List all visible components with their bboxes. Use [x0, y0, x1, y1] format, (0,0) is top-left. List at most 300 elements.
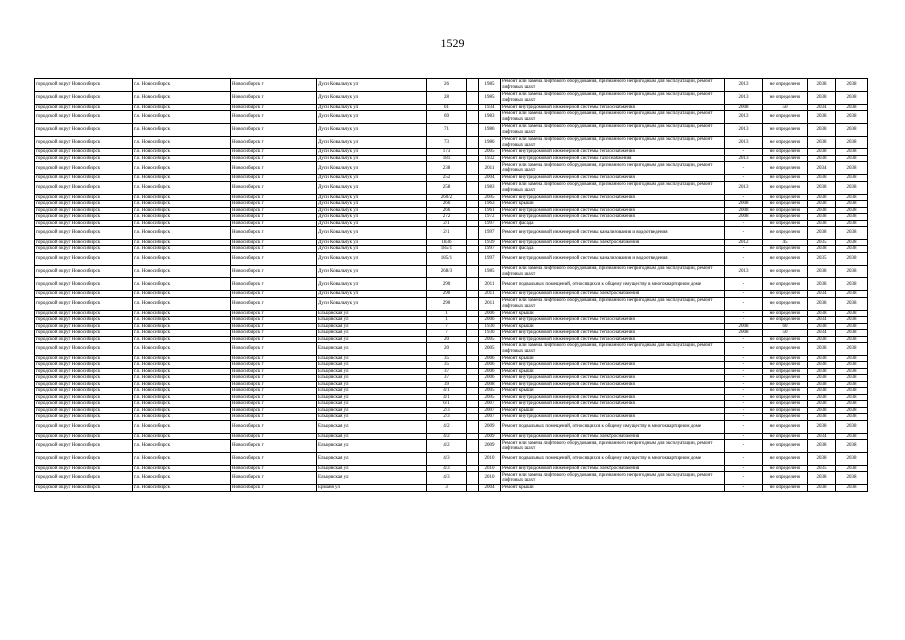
- municipality-cell: городской округ Новосибирск: [35, 149, 133, 156]
- building-cell: [467, 136, 479, 149]
- table-row: [35, 91, 868, 104]
- work-type-cell: Ремонт внутридомовой инженерной системы теплоснабжения: [501, 104, 725, 111]
- building-cell: [467, 278, 479, 291]
- house-number-cell: 26: [427, 79, 467, 92]
- building-cell: [467, 440, 479, 453]
- city-cell: Новосибирск г: [231, 414, 317, 421]
- plan-year-cell: 2038: [808, 246, 836, 253]
- end-year-cell: 2038: [836, 181, 868, 194]
- end-year-cell: 2038: [836, 136, 868, 149]
- city-cell: Новосибирск г: [231, 181, 317, 194]
- district-cell: г.о. Новосибирск: [133, 407, 231, 414]
- table-row: [35, 79, 868, 92]
- house-number-cell: 20: [427, 343, 467, 356]
- city-cell: Новосибирск г: [231, 336, 317, 343]
- district-cell: г.о. Новосибирск: [133, 368, 231, 375]
- wear-cell: не определено: [763, 291, 808, 298]
- house-number-cell: 37: [427, 375, 467, 382]
- year-cell: 1932: [479, 155, 501, 162]
- end-year-cell: 2038: [836, 214, 868, 221]
- year-cell: 1986: [479, 123, 501, 136]
- work-type-cell: Ремонт или замена лифтового оборудования, признанного непригодным для эксплуатации, ремонт лифтовых шахт: [501, 136, 725, 149]
- last-repair-year-cell: -: [725, 246, 763, 253]
- wear-cell: 50: [763, 330, 808, 337]
- house-number-cell: 185/1: [427, 252, 467, 265]
- district-cell: г.о. Новосибирск: [133, 111, 231, 124]
- wear-cell: 45: [763, 239, 808, 246]
- table-row: [35, 227, 868, 240]
- work-type-cell: Ремонт внутридомовой инженерной системы канализования и водоотведения: [501, 227, 725, 240]
- work-type-cell: Ремонт внутридомовой инженерной системы электроснабжения: [501, 291, 725, 298]
- municipality-cell: городской округ Новосибирск: [35, 252, 133, 265]
- work-type-cell: Ремонт или замена лифтового оборудования, признанного непригодным для эксплуатации, ремонт лифтовых шахт: [501, 265, 725, 278]
- municipality-cell: городской округ Новосибирск: [35, 220, 133, 227]
- work-type-cell: Ремонт внутридомовой инженерной системы теплоснабжения: [501, 336, 725, 343]
- municipality-cell: городской округ Новосибирск: [35, 278, 133, 291]
- street-cell: Ельцовская ул: [317, 472, 427, 485]
- table-row: [35, 181, 868, 194]
- table-row: [35, 136, 868, 149]
- work-type-cell: Ремонт внутридомовой инженерной системы теплоснабжения: [501, 330, 725, 337]
- city-cell: Новосибирск г: [231, 323, 317, 330]
- wear-cell: не определено: [763, 394, 808, 401]
- municipality-cell: городской округ Новосибирск: [35, 414, 133, 421]
- house-number-cell: 185/1: [427, 246, 467, 253]
- municipality-cell: городской округ Новосибирск: [35, 239, 133, 246]
- year-cell: 1985: [479, 265, 501, 278]
- city-cell: Новосибирск г: [231, 201, 317, 208]
- wear-cell: не определено: [763, 181, 808, 194]
- street-cell: Ельцовская ул: [317, 420, 427, 433]
- end-year-cell: 2038: [836, 111, 868, 124]
- end-year-cell: 2038: [836, 452, 868, 465]
- wear-cell: не определено: [763, 485, 808, 492]
- year-cell: 1997: [479, 246, 501, 253]
- city-cell: Новосибирск г: [231, 394, 317, 401]
- street-cell: Дуси Ковальчук ул: [317, 181, 427, 194]
- municipality-cell: городской округ Новосибирск: [35, 336, 133, 343]
- year-cell: 1983: [479, 181, 501, 194]
- street-cell: Дуси Ковальчук ул: [317, 91, 427, 104]
- city-cell: Новосибирск г: [231, 368, 317, 375]
- municipality-cell: городской округ Новосибирск: [35, 368, 133, 375]
- plan-year-cell: 2038: [808, 401, 836, 408]
- municipality-cell: городской округ Новосибирск: [35, 485, 133, 492]
- table-row: [35, 452, 868, 465]
- building-cell: [467, 452, 479, 465]
- district-cell: г.о. Новосибирск: [133, 336, 231, 343]
- municipality-cell: городской округ Новосибирск: [35, 420, 133, 433]
- wear-cell: не определено: [763, 79, 808, 92]
- house-number-cell: 268/3: [427, 265, 467, 278]
- city-cell: Новосибирск г: [231, 381, 317, 388]
- work-type-cell: Ремонт внутридомовой инженерной системы теплоснабжения: [501, 207, 725, 214]
- wear-cell: не определено: [763, 401, 808, 408]
- work-type-cell: Ремонт или замена лифтового оборудования, признанного непригодным для эксплуатации, ремонт лифтовых шахт: [501, 91, 725, 104]
- year-cell: 2011: [479, 291, 501, 298]
- wear-cell: не определено: [763, 452, 808, 465]
- end-year-cell: 2038: [836, 252, 868, 265]
- district-cell: г.о. Новосибирск: [133, 265, 231, 278]
- year-cell: 1972: [479, 214, 501, 221]
- municipality-cell: городской округ Новосибирск: [35, 388, 133, 395]
- work-type-cell: Ремонт внутридомовой инженерной системы теплоснабжения: [501, 149, 725, 156]
- end-year-cell: 2038: [836, 265, 868, 278]
- last-repair-year-cell: 2013: [725, 111, 763, 124]
- last-repair-year-cell: 2008: [725, 207, 763, 214]
- end-year-cell: 2038: [836, 414, 868, 421]
- wear-cell: не определено: [763, 220, 808, 227]
- end-year-cell: 2038: [836, 362, 868, 369]
- municipality-cell: городской округ Новосибирск: [35, 381, 133, 388]
- plan-year-cell: 2038: [808, 201, 836, 208]
- table-row: [35, 472, 868, 485]
- work-type-cell: Ремонт крыши: [501, 201, 725, 208]
- wear-cell: не определено: [763, 362, 808, 369]
- city-cell: Новосибирск г: [231, 355, 317, 362]
- plan-year-cell: 2038: [808, 472, 836, 485]
- district-cell: г.о. Новосибирск: [133, 175, 231, 182]
- house-number-cell: 4/1: [427, 388, 467, 395]
- wear-cell: не определено: [763, 343, 808, 356]
- last-repair-year-cell: 2008: [725, 201, 763, 208]
- municipality-cell: городской округ Новосибирск: [35, 291, 133, 298]
- house-number-cell: 181: [427, 155, 467, 162]
- year-cell: 2005: [479, 149, 501, 156]
- wear-cell: не определено: [763, 465, 808, 472]
- work-type-cell: Ремонт или замена лифтового оборудования, признанного непригодным для эксплуатации, ремонт лифтовых шахт: [501, 343, 725, 356]
- last-repair-year-cell: -: [725, 394, 763, 401]
- building-cell: [467, 485, 479, 492]
- municipality-cell: городской округ Новосибирск: [35, 162, 133, 175]
- municipality-cell: городской округ Новосибирск: [35, 375, 133, 382]
- house-number-cell: 28: [427, 91, 467, 104]
- street-cell: Ельцовская ул: [317, 388, 427, 395]
- end-year-cell: 2038: [836, 155, 868, 162]
- plan-year-cell: 2034: [808, 291, 836, 298]
- house-number-cell: 39: [427, 381, 467, 388]
- house-number-cell: 37: [427, 368, 467, 375]
- district-cell: г.о. Новосибирск: [133, 297, 231, 310]
- city-cell: Новосибирск г: [231, 407, 317, 414]
- house-number-cell: 4/3: [427, 465, 467, 472]
- city-cell: Новосибирск г: [231, 317, 317, 324]
- district-cell: г.о. Новосибирск: [133, 394, 231, 401]
- house-number-cell: 1: [427, 310, 467, 317]
- building-cell: [467, 343, 479, 356]
- plan-year-cell: 2035: [808, 252, 836, 265]
- last-repair-year-cell: 2013: [725, 155, 763, 162]
- work-type-cell: Ремонт или замена лифтового оборудования, признанного непригодным для эксплуатации, ремонт лифтовых шахт: [501, 181, 725, 194]
- work-type-cell: Ремонт или замена лифтового оборудования, признанного непригодным для эксплуатации, ремонт лифтовых шахт: [501, 440, 725, 453]
- last-repair-year-cell: -: [725, 433, 763, 440]
- district-cell: г.о. Новосибирск: [133, 323, 231, 330]
- year-cell: 2009: [479, 420, 501, 433]
- house-number-cell: 290: [427, 278, 467, 291]
- street-cell: Ельцовская ул: [317, 414, 427, 421]
- end-year-cell: 2038: [836, 485, 868, 492]
- table-row: [35, 239, 868, 246]
- end-year-cell: 2038: [836, 472, 868, 485]
- year-cell: 1997: [479, 227, 501, 240]
- table-row: [35, 265, 868, 278]
- city-cell: Новосибирск г: [231, 330, 317, 337]
- house-number-cell: 35: [427, 362, 467, 369]
- house-number-cell: 2/1: [427, 227, 467, 240]
- last-repair-year-cell: 2008: [725, 104, 763, 111]
- year-cell: 2006: [479, 375, 501, 382]
- district-cell: г.о. Новосибирск: [133, 472, 231, 485]
- plan-year-cell: 2038: [808, 375, 836, 382]
- year-cell: 1936: [479, 330, 501, 337]
- wear-cell: не определено: [763, 317, 808, 324]
- street-cell: Ельцовская ул: [317, 362, 427, 369]
- wear-cell: не определено: [763, 149, 808, 156]
- end-year-cell: 2038: [836, 465, 868, 472]
- city-cell: Новосибирск г: [231, 136, 317, 149]
- last-repair-year-cell: -: [725, 414, 763, 421]
- end-year-cell: 2038: [836, 239, 868, 246]
- work-type-cell: Ремонт внутридомовой инженерной системы теплоснабжения: [501, 394, 725, 401]
- building-cell: [467, 123, 479, 136]
- street-cell: Ельцовская ул: [317, 452, 427, 465]
- street-cell: Ельцовская ул: [317, 433, 427, 440]
- table-row: [35, 123, 868, 136]
- street-cell: Ельцовская ул: [317, 375, 427, 382]
- plan-year-cell: 2038: [808, 485, 836, 492]
- year-cell: 1985: [479, 91, 501, 104]
- year-cell: 2010: [479, 465, 501, 472]
- district-cell: г.о. Новосибирск: [133, 104, 231, 111]
- last-repair-year-cell: -: [725, 175, 763, 182]
- end-year-cell: 2038: [836, 394, 868, 401]
- house-number-cell: 73: [427, 136, 467, 149]
- municipality-cell: городской округ Новосибирск: [35, 201, 133, 208]
- street-cell: Дуси Ковальчук ул: [317, 291, 427, 298]
- last-repair-year-cell: -: [725, 368, 763, 375]
- end-year-cell: 2038: [836, 278, 868, 291]
- end-year-cell: 2038: [836, 330, 868, 337]
- last-repair-year-cell: -: [725, 278, 763, 291]
- wear-cell: не определено: [763, 278, 808, 291]
- last-repair-year-cell: 2013: [725, 91, 763, 104]
- table-row: [35, 194, 868, 201]
- year-cell: 2009: [479, 440, 501, 453]
- last-repair-year-cell: -: [725, 343, 763, 356]
- house-number-cell: 260/2: [427, 194, 467, 201]
- year-cell: 2011: [479, 297, 501, 310]
- street-cell: Дуси Ковальчук ул: [317, 207, 427, 214]
- end-year-cell: 2038: [836, 246, 868, 253]
- last-repair-year-cell: -: [725, 472, 763, 485]
- wear-cell: не определено: [763, 201, 808, 208]
- street-cell: Дуси Ковальчук ул: [317, 136, 427, 149]
- city-cell: Новосибирск г: [231, 291, 317, 298]
- last-repair-year-cell: 2012: [725, 239, 763, 246]
- plan-year-cell: 2038: [808, 452, 836, 465]
- street-cell: Дуси Ковальчук ул: [317, 201, 427, 208]
- end-year-cell: 2038: [836, 375, 868, 382]
- house-number-cell: 61: [427, 104, 467, 111]
- district-cell: г.о. Новосибирск: [133, 485, 231, 492]
- last-repair-year-cell: -: [725, 401, 763, 408]
- municipality-cell: городской округ Новосибирск: [35, 111, 133, 124]
- district-cell: г.о. Новосибирск: [133, 310, 231, 317]
- wear-cell: не определено: [763, 310, 808, 317]
- district-cell: г.о. Новосибирск: [133, 155, 231, 162]
- district-cell: г.о. Новосибирск: [133, 452, 231, 465]
- house-number-cell: 20: [427, 336, 467, 343]
- table-row: [35, 252, 868, 265]
- municipality-cell: городской округ Новосибирск: [35, 343, 133, 356]
- house-number-cell: 7: [427, 330, 467, 337]
- end-year-cell: 2038: [836, 227, 868, 240]
- work-type-cell: Ремонт подвальных помещений, относящихся к общему имуществу в многоквартирном доме: [501, 278, 725, 291]
- house-number-cell: 266: [427, 207, 467, 214]
- street-cell: Ельцовская ул: [317, 394, 427, 401]
- district-cell: г.о. Новосибирск: [133, 330, 231, 337]
- district-cell: г.о. Новосибирск: [133, 136, 231, 149]
- work-type-cell: Ремонт крыши: [501, 485, 725, 492]
- work-type-cell: Ремонт внутридомовой инженерной системы канализования и водоотведения: [501, 252, 725, 265]
- municipality-cell: городской округ Новосибирск: [35, 265, 133, 278]
- work-type-cell: Ремонт внутридомовой инженерной системы теплоснабжения: [501, 375, 725, 382]
- municipality-cell: городской округ Новосибирск: [35, 362, 133, 369]
- street-cell: Ельцовская ул: [317, 401, 427, 408]
- last-repair-year-cell: -: [725, 355, 763, 362]
- municipality-cell: городской округ Новосибирск: [35, 227, 133, 240]
- city-cell: Новосибирск г: [231, 420, 317, 433]
- table-row: [35, 420, 868, 433]
- municipality-cell: городской округ Новосибирск: [35, 207, 133, 214]
- municipality-cell: городской округ Новосибирск: [35, 465, 133, 472]
- work-type-cell: Ремонт внутридомовой инженерной системы теплоснабжения: [501, 214, 725, 221]
- plan-year-cell: 2035: [808, 239, 836, 246]
- street-cell: Ельцовская ул: [317, 310, 427, 317]
- work-type-cell: Ремонт или замена лифтового оборудования, признанного непригодным для эксплуатации, ремонт лифтовых шахт: [501, 162, 725, 175]
- building-cell: [467, 227, 479, 240]
- table-row: [35, 343, 868, 356]
- plan-year-cell: 2038: [808, 136, 836, 149]
- house-number-cell: 2/1: [427, 220, 467, 227]
- street-cell: Ельцовская ул: [317, 343, 427, 356]
- city-cell: Новосибирск г: [231, 472, 317, 485]
- street-cell: Дуси Ковальчук ул: [317, 79, 427, 92]
- city-cell: Новосибирск г: [231, 252, 317, 265]
- municipality-cell: городской округ Новосибирск: [35, 440, 133, 453]
- plan-year-cell: 2038: [808, 368, 836, 375]
- end-year-cell: 2038: [836, 207, 868, 214]
- year-cell: 1986: [479, 136, 501, 149]
- work-type-cell: Ремонт подвальных помещений, относящихся к общему имуществу в многоквартирном доме: [501, 420, 725, 433]
- district-cell: г.о. Новосибирск: [133, 252, 231, 265]
- district-cell: г.о. Новосибирск: [133, 291, 231, 298]
- house-number-cell: 2/3: [427, 414, 467, 421]
- end-year-cell: 2038: [836, 297, 868, 310]
- year-cell: 1939: [479, 239, 501, 246]
- street-cell: Дуси Ковальчук ул: [317, 149, 427, 156]
- plan-year-cell: 2038: [808, 362, 836, 369]
- last-repair-year-cell: -: [725, 452, 763, 465]
- year-cell: 1934: [479, 104, 501, 111]
- plan-year-cell: 2034: [808, 104, 836, 111]
- city-cell: Новосибирск г: [231, 388, 317, 395]
- house-number-cell: 4/2: [427, 440, 467, 453]
- city-cell: Новосибирск г: [231, 207, 317, 214]
- work-type-cell: Ремонт внутридомовой инженерной системы теплоснабжения: [501, 362, 725, 369]
- street-cell: Дуси Ковальчук ул: [317, 194, 427, 201]
- year-cell: 2004: [479, 175, 501, 182]
- house-number-cell: 290: [427, 291, 467, 298]
- municipality-cell: городской округ Новосибирск: [35, 155, 133, 162]
- city-cell: Новосибирск г: [231, 194, 317, 201]
- street-cell: Дуси Ковальчук ул: [317, 239, 427, 246]
- work-type-cell: Ремонт крыши: [501, 368, 725, 375]
- building-cell: [467, 297, 479, 310]
- year-cell: 2005: [479, 394, 501, 401]
- last-repair-year-cell: -: [725, 162, 763, 175]
- plan-year-cell: 2038: [808, 323, 836, 330]
- last-repair-year-cell: -: [725, 194, 763, 201]
- wear-cell: 50: [763, 104, 808, 111]
- plan-year-cell: 2038: [808, 440, 836, 453]
- last-repair-year-cell: -: [725, 310, 763, 317]
- house-number-cell: 266: [427, 201, 467, 208]
- city-cell: Новосибирск г: [231, 149, 317, 156]
- plan-year-cell: 2038: [808, 123, 836, 136]
- district-cell: г.о. Новосибирск: [133, 465, 231, 472]
- city-cell: Новосибирск г: [231, 401, 317, 408]
- municipality-cell: городской округ Новосибирск: [35, 79, 133, 92]
- district-cell: г.о. Новосибирск: [133, 440, 231, 453]
- work-type-cell: Ремонт внутридомовой инженерной системы теплоснабжения: [501, 381, 725, 388]
- district-cell: г.о. Новосибирск: [133, 246, 231, 253]
- end-year-cell: 2038: [836, 401, 868, 408]
- municipality-cell: городской округ Новосибирск: [35, 194, 133, 201]
- district-cell: г.о. Новосибирск: [133, 194, 231, 201]
- end-year-cell: 2038: [836, 79, 868, 92]
- house-number-cell: 4/2: [427, 420, 467, 433]
- wear-cell: не определено: [763, 433, 808, 440]
- street-cell: Ельцовская ул: [317, 381, 427, 388]
- year-cell: 2011: [479, 162, 501, 175]
- street-cell: Дуси Ковальчук ул: [317, 297, 427, 310]
- district-cell: г.о. Новосибирск: [133, 162, 231, 175]
- district-cell: г.о. Новосибирск: [133, 433, 231, 440]
- year-cell: 2006: [479, 355, 501, 362]
- last-repair-year-cell: -: [725, 149, 763, 156]
- plan-year-cell: 2038: [808, 155, 836, 162]
- house-number-cell: 258: [427, 181, 467, 194]
- wear-cell: 60: [763, 323, 808, 330]
- work-type-cell: Ремонт внутридомовой инженерной системы теплоснабжения: [501, 401, 725, 408]
- end-year-cell: 2038: [836, 91, 868, 104]
- plan-year-cell: 2038: [808, 420, 836, 433]
- repair-schedule-table: [34, 78, 868, 492]
- wear-cell: не определено: [763, 194, 808, 201]
- district-cell: г.о. Новосибирск: [133, 381, 231, 388]
- end-year-cell: 2038: [836, 336, 868, 343]
- wear-cell: не определено: [763, 136, 808, 149]
- house-number-cell: 238: [427, 162, 467, 175]
- street-cell: Дуси Ковальчук ул: [317, 123, 427, 136]
- street-cell: Ельцовская ул: [317, 330, 427, 337]
- district-cell: г.о. Новосибирск: [133, 149, 231, 156]
- wear-cell: не определено: [763, 227, 808, 240]
- last-repair-year-cell: 2013: [725, 123, 763, 136]
- year-cell: 1997: [479, 220, 501, 227]
- house-number-cell: 4/1: [427, 394, 467, 401]
